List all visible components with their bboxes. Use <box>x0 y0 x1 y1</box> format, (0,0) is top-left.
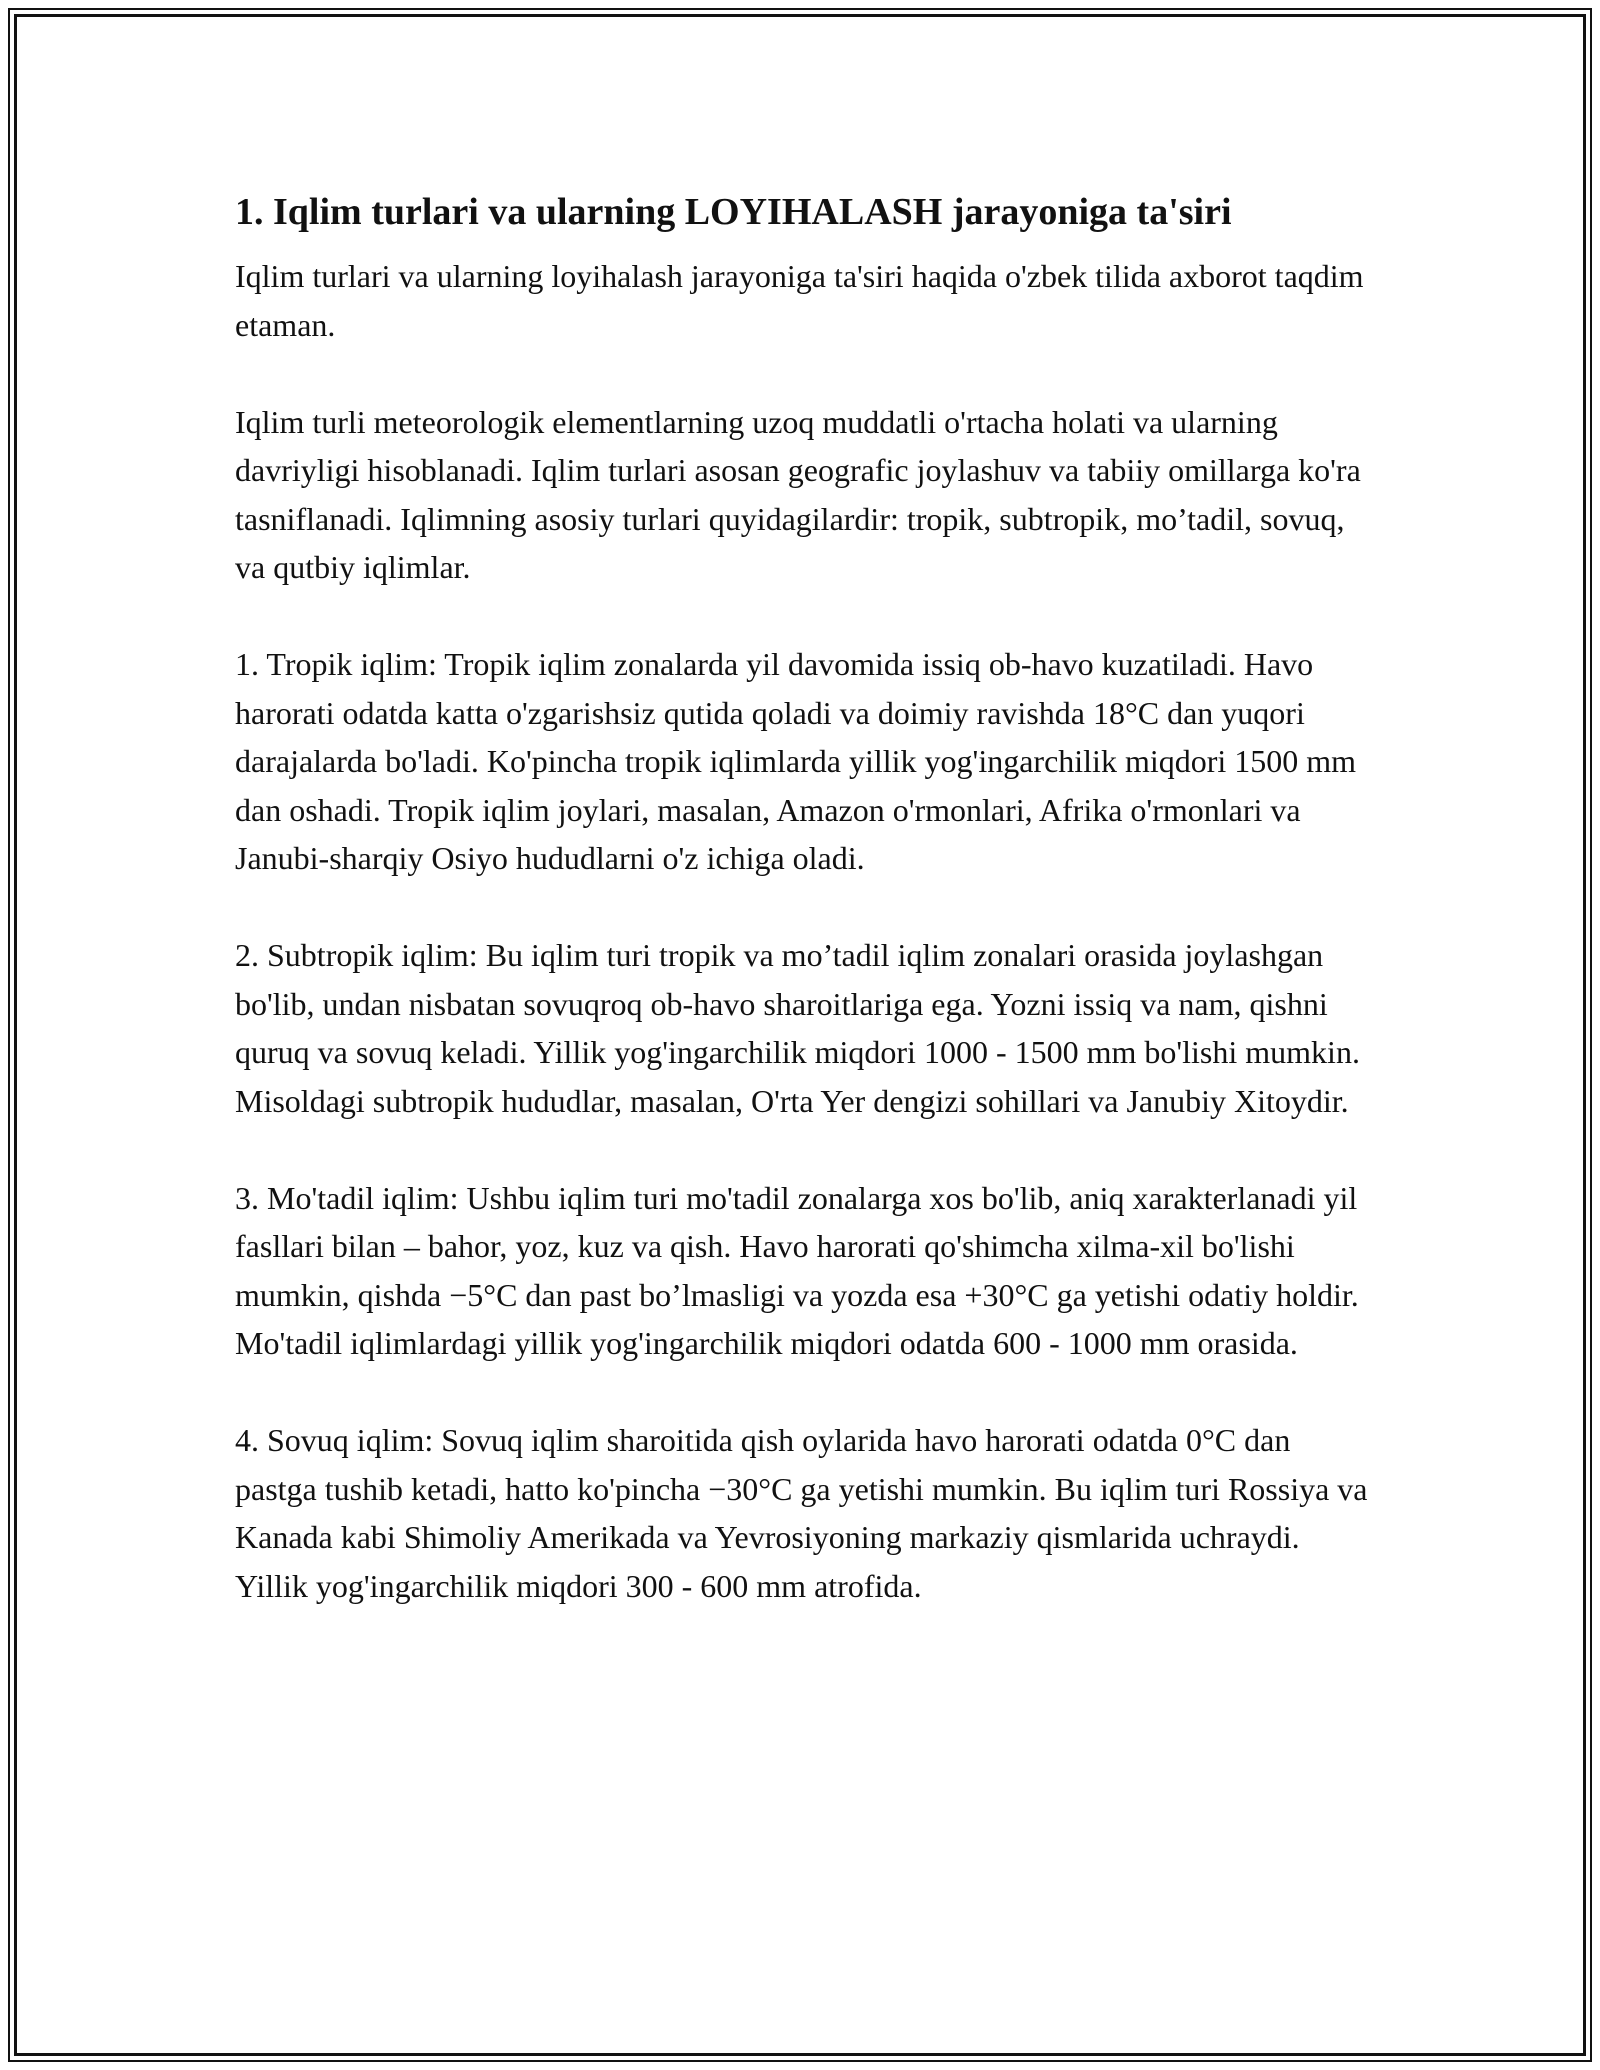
paragraph-temperate-climate: 3. Mo'tadil iqlim: Ushbu iqlim turi mo'tadil zonalarga xos bo'lib, aniq xarakterlanadi yil fasllari bilan – bahor, yoz, kuz va qish. Havo harorati qo'shimcha xilma-xil bo'lishi mumkin, qishda −5°C dan past bo’lmasligi va yozda esa +30°C ga yetishi odatiy holdir. Mo'tadil iqlimlardagi yillik yog'ingarchilik miqdori odatda 600 - 1000 mm orasida. <box>235 1179 1359 1361</box>
document-title: 1. Iqlim turlari va ularning LOYIHALASH jarayoniga ta'siri <box>235 191 1232 233</box>
paragraph-tropical-climate: 1. Tropik iqlim: Tropik iqlim zonalarda yil davomida issiq ob-havo kuzatiladi. Havo harorati odatda katta o'zgarishsiz qutida qoladi va doimiy ravishda 18°C dan yuqori darajalarda bo'ladi. Ko'pincha tropik iqlimlarda yillik yog'ingarchilik miqdori 1500 mm dan oshadi. Tropik iqlim joylari, masalan, Amazon o'rmonlari, Afrika o'rmonlari va Janubi-sharqiy Osiyo hududlarni o'z ichiga oladi. <box>235 646 1357 876</box>
paragraph-subtropical-climate: 2. Subtropik iqlim: Bu iqlim turi tropik va mo’tadil iqlim zonalari orasida joylashgan bo'lib, undan nisbatan sovuqroq ob-havo sharoitlariga ega. Yozni issiq va nam, qishni quruq va sovuq keladi. Yillik yog'ingarchilik miqdori 1000 - 1500 mm bo'lishi mumkin. Misoldagi subtropik hududlar, masalan, O'rta Yer dengizi sohillari va Janubiy Xitoydir. <box>235 937 1360 1119</box>
document-body <box>235 188 1375 1610</box>
paragraph-definition: Iqlim turli meteorologik elementlarning uzoq muddatli o'rtacha holati va ularning davriyligi hisoblanadi. Iqlim turlari asosan geografic joylashuv va tabiiy omillarga ko'ra tasniflanadi. Iqlimning asosiy turlari quyidagilardir: tropik, subtropik, mo’tadil, sovuq, va qutbiy iqlimlar. <box>235 403 1361 585</box>
paragraph-intro: Iqlim turlari va ularning loyihalash jarayoniga ta'siri haqida o'zbek tilida axborot taqdim etaman. <box>235 258 1364 343</box>
paragraph-cold-climate: 4. Sovuq iqlim: Sovuq iqlim sharoitida qish oylarida havo harorati odatda 0°C dan pastga tushib ketadi, hatto ko'pincha −30°C ga yetishi mumkin. Bu iqlim turi Rossiya va Kanada kabi Shimoliy Amerikada va Yevrosiyoning markaziy qismlarida uchraydi. Yillik yog'ingarchilik miqdori 300 - 600 mm atrofida. <box>235 1422 1368 1604</box>
